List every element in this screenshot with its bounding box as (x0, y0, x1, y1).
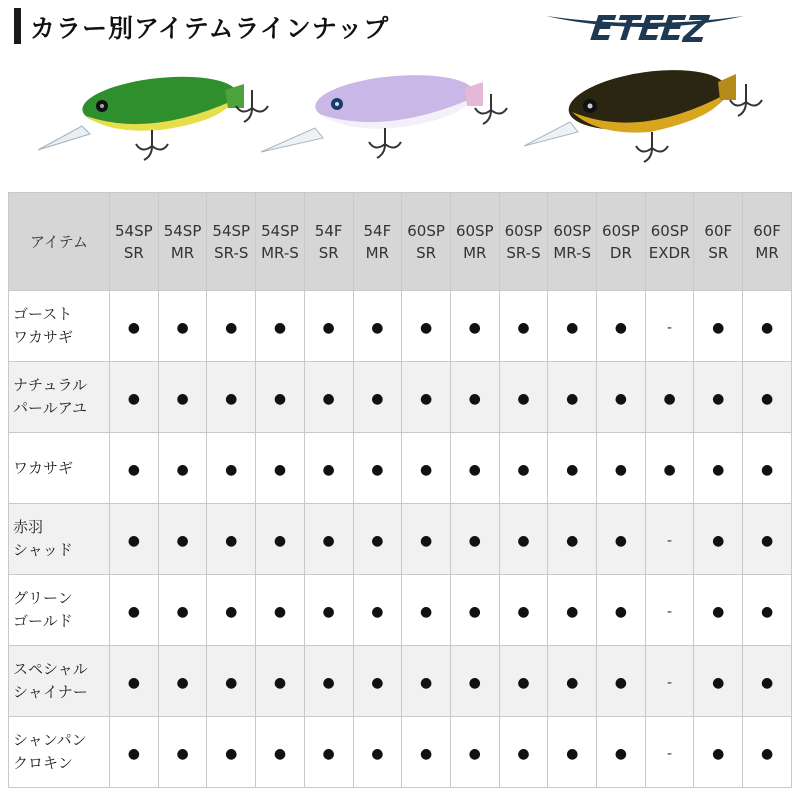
availability-cell (499, 504, 548, 575)
column-header-line: 54SP (115, 221, 153, 240)
available-mark: ● (419, 532, 433, 549)
availability-cell (353, 717, 402, 788)
available-mark: ● (712, 390, 725, 407)
availability-cell (256, 433, 305, 504)
available-mark: ● (273, 532, 287, 549)
availability-cell (402, 717, 451, 788)
available-mark: ● (176, 674, 189, 691)
availability-cell (499, 717, 548, 788)
availability-cell (548, 575, 597, 646)
availability-cell (645, 433, 694, 504)
availability-cell (256, 646, 305, 717)
availability-cell (548, 717, 597, 788)
available-mark: ● (273, 603, 287, 620)
availability-cell (110, 504, 159, 575)
available-mark: ● (273, 390, 287, 407)
availability-cell (450, 291, 499, 362)
availability-cell (597, 575, 646, 646)
available-mark: ● (322, 603, 335, 620)
column-header-line: 60F (704, 221, 733, 240)
column-header-line: SR-S (506, 243, 541, 262)
title-accent-bar (14, 8, 21, 44)
availability-cell (548, 646, 597, 717)
column-header (256, 193, 305, 291)
available-mark: ● (517, 745, 530, 762)
availability-cell (158, 646, 207, 717)
available-mark: ● (371, 532, 384, 549)
available-mark: ● (468, 745, 481, 762)
unavailable-mark: - (667, 603, 673, 620)
available-mark: ● (127, 603, 140, 620)
availability-cell (207, 504, 256, 575)
color-name-line: 赤羽 (13, 518, 44, 536)
available-mark: ● (176, 390, 189, 407)
available-mark: ● (517, 674, 530, 691)
available-mark: ● (663, 390, 676, 407)
availability-cell (450, 646, 499, 717)
available-mark: ● (225, 532, 238, 549)
available-mark: ● (127, 390, 140, 407)
availability-cell (645, 717, 694, 788)
available-mark: ● (322, 674, 335, 691)
column-header-line: MR (365, 243, 390, 262)
available-mark: ● (614, 674, 627, 691)
available-mark: ● (760, 745, 774, 762)
availability-cell (304, 291, 353, 362)
column-header (499, 193, 548, 291)
available-mark: ● (322, 461, 335, 478)
availability-cell (548, 504, 597, 575)
available-mark: ● (127, 745, 140, 762)
column-header-line: SR (318, 243, 339, 262)
available-mark: ● (614, 745, 627, 762)
availability-cell (402, 291, 451, 362)
availability-cell (645, 646, 694, 717)
availability-cell (207, 717, 256, 788)
available-mark: ● (371, 319, 384, 336)
availability-cell (743, 504, 792, 575)
column-header-line: 60SP (650, 221, 689, 240)
availability-cell (597, 504, 646, 575)
availability-cell (499, 433, 548, 504)
available-mark: ● (468, 319, 481, 336)
color-name-cell (9, 504, 110, 575)
available-mark: ● (614, 461, 627, 478)
unavailable-mark: - (667, 532, 673, 549)
availability-cell (207, 433, 256, 504)
available-mark: ● (614, 390, 627, 407)
table-row (9, 291, 792, 362)
available-mark: ● (371, 603, 384, 620)
availability-cell (450, 504, 499, 575)
available-mark: ● (176, 461, 189, 478)
availability-cell (402, 646, 451, 717)
color-name-line: シャイナー (13, 683, 88, 701)
availability-cell (450, 575, 499, 646)
color-name-line: シャッド (13, 541, 73, 559)
availability-cell (743, 575, 792, 646)
column-header (353, 193, 402, 291)
available-mark: ● (225, 390, 238, 407)
column-header-line: SR-S (214, 243, 249, 262)
color-name-line: ゴースト (13, 305, 73, 323)
color-name-cell (9, 433, 110, 504)
availability-cell (304, 717, 353, 788)
table-row (9, 646, 792, 717)
column-header-line: 60F (753, 221, 781, 240)
availability-cell (743, 646, 792, 717)
unavailable-mark: - (667, 745, 673, 762)
color-name-line: パールアユ (13, 399, 87, 417)
color-name-line: ナチュラル (13, 376, 88, 394)
table-body (9, 291, 792, 788)
column-header (548, 193, 597, 291)
column-header-line: DR (609, 243, 632, 262)
color-name-line: ワカサギ (13, 328, 74, 346)
availability-cell (402, 504, 451, 575)
availability-cell (158, 362, 207, 433)
available-mark: ● (517, 532, 530, 549)
column-header-line: EXDR (648, 243, 691, 262)
availability-cell (207, 362, 256, 433)
availability-cell (304, 433, 353, 504)
column-header (743, 193, 792, 291)
available-mark: ● (225, 461, 238, 478)
availability-cell (158, 291, 207, 362)
color-name-cell (9, 717, 110, 788)
color-name-cell (9, 575, 110, 646)
available-mark: ● (760, 461, 774, 478)
availability-cell (110, 646, 159, 717)
available-mark: ● (176, 745, 189, 762)
availability-cell (402, 433, 451, 504)
availability-cell (499, 291, 548, 362)
availability-cell (597, 717, 646, 788)
color-name-line: クロキン (13, 754, 73, 772)
available-mark: ● (419, 603, 433, 620)
availability-cell (110, 433, 159, 504)
availability-cell (645, 504, 694, 575)
availability-cell (256, 291, 305, 362)
lure-gold-image (520, 60, 780, 185)
table-row (9, 717, 792, 788)
column-header-line: SR (123, 243, 144, 262)
availability-cell (548, 433, 597, 504)
available-mark: ● (225, 319, 238, 336)
availability-cell (548, 362, 597, 433)
column-header-line: SR (708, 243, 729, 262)
available-mark: ● (273, 461, 287, 478)
availability-cell (402, 575, 451, 646)
availability-cell (694, 362, 743, 433)
availability-cell (645, 575, 694, 646)
column-header-line: MR-S (261, 243, 299, 262)
available-mark: ● (419, 461, 433, 478)
availability-cell (353, 575, 402, 646)
color-name-line: グリーン (13, 589, 73, 607)
availability-cell (402, 362, 451, 433)
available-mark: ● (517, 461, 530, 478)
available-mark: ● (614, 532, 627, 549)
column-header (450, 193, 499, 291)
available-mark: ● (614, 319, 627, 336)
column-header (645, 193, 694, 291)
availability-cell (597, 433, 646, 504)
available-mark: ● (127, 319, 140, 336)
availability-cell (694, 291, 743, 362)
availability-cell (304, 362, 353, 433)
column-header (597, 193, 646, 291)
available-mark: ● (566, 603, 579, 620)
column-header-line: MR (755, 243, 779, 262)
item-column-header: アイテム (9, 193, 110, 291)
available-mark: ● (760, 319, 774, 336)
available-mark: ● (663, 461, 676, 478)
available-mark: ● (468, 532, 481, 549)
availability-cell (694, 433, 743, 504)
color-name-cell (9, 291, 110, 362)
available-mark: ● (614, 603, 627, 620)
color-name-cell (9, 646, 110, 717)
available-mark: ● (566, 461, 579, 478)
availability-cell (304, 504, 353, 575)
available-mark: ● (760, 674, 774, 691)
available-mark: ● (127, 532, 140, 549)
column-header-line: 60SP (602, 221, 640, 240)
column-header (694, 193, 743, 291)
availability-cell (450, 717, 499, 788)
available-mark: ● (566, 674, 579, 691)
available-mark: ● (371, 461, 384, 478)
availability-cell (597, 646, 646, 717)
available-mark: ● (712, 674, 725, 691)
available-mark: ● (371, 390, 384, 407)
available-mark: ● (176, 532, 189, 549)
available-mark: ● (712, 319, 725, 336)
unavailable-mark: - (667, 674, 673, 691)
column-header (158, 193, 207, 291)
available-mark: ● (273, 319, 287, 336)
color-name-line: ゴールド (13, 612, 73, 630)
availability-cell (207, 575, 256, 646)
available-mark: ● (712, 461, 725, 478)
color-lineup-table (8, 192, 792, 788)
available-mark: ● (273, 745, 287, 762)
column-header-line: MR (170, 243, 195, 262)
lure-photos (0, 60, 800, 185)
availability-cell (450, 362, 499, 433)
column-header-line: 60SP (407, 221, 445, 240)
column-header-line: 54SP (212, 221, 251, 240)
available-mark: ● (566, 532, 579, 549)
available-mark: ● (371, 674, 384, 691)
availability-cell (694, 646, 743, 717)
table-row (9, 433, 792, 504)
column-header (110, 193, 159, 291)
table-row (9, 504, 792, 575)
available-mark: ● (566, 745, 579, 762)
availability-cell (353, 433, 402, 504)
available-mark: ● (566, 390, 579, 407)
color-name-line: ワカサギ (13, 458, 74, 477)
page-header (0, 0, 800, 60)
column-header (207, 193, 256, 291)
available-mark: ● (468, 603, 481, 620)
available-mark: ● (760, 603, 774, 620)
available-mark: ● (419, 745, 433, 762)
availability-cell (645, 362, 694, 433)
available-mark: ● (225, 674, 238, 691)
available-mark: ● (468, 390, 481, 407)
column-header-line: 60SP (553, 221, 591, 240)
availability-cell (353, 362, 402, 433)
availability-cell (694, 504, 743, 575)
column-header-line: 60SP (504, 221, 543, 240)
availability-cell (353, 646, 402, 717)
column-header (402, 193, 451, 291)
availability-cell (450, 433, 499, 504)
available-mark: ● (371, 745, 384, 762)
table-row (9, 362, 792, 433)
availability-cell (256, 717, 305, 788)
color-name-line: スペシャル (13, 660, 88, 678)
availability-cell (499, 646, 548, 717)
availability-cell (645, 291, 694, 362)
page-title: カラー別アイテムラインナップ (30, 14, 390, 43)
column-header-line: MR-S (553, 243, 592, 262)
availability-cell (256, 362, 305, 433)
availability-cell (694, 575, 743, 646)
available-mark: ● (419, 674, 433, 691)
availability-cell (304, 646, 353, 717)
available-mark: ● (419, 319, 433, 336)
availability-cell (110, 717, 159, 788)
available-mark: ● (127, 674, 140, 691)
available-mark: ● (322, 390, 335, 407)
column-header-line: MR (463, 243, 487, 262)
available-mark: ● (760, 532, 774, 549)
available-mark: ● (176, 319, 189, 336)
availability-cell (207, 646, 256, 717)
available-mark: ● (468, 461, 481, 478)
availability-cell (597, 362, 646, 433)
available-mark: ● (712, 603, 725, 620)
lure-green-image (20, 60, 280, 185)
available-mark: ● (225, 603, 238, 620)
availability-cell (256, 504, 305, 575)
availability-cell (207, 291, 256, 362)
available-mark: ● (468, 674, 481, 691)
column-header-line: SR (416, 243, 437, 262)
availability-cell (743, 717, 792, 788)
color-name-cell (9, 362, 110, 433)
available-mark: ● (517, 603, 530, 620)
column-header-line: 54F (363, 221, 392, 240)
availability-cell (694, 717, 743, 788)
available-mark: ● (322, 319, 335, 336)
availability-cell (743, 291, 792, 362)
availability-cell (256, 575, 305, 646)
availability-cell (304, 575, 353, 646)
availability-cell (548, 291, 597, 362)
availability-cell (499, 575, 548, 646)
available-mark: ● (517, 390, 530, 407)
availability-cell (743, 362, 792, 433)
availability-cell (110, 575, 159, 646)
availability-cell (158, 504, 207, 575)
available-mark: ● (566, 319, 579, 336)
available-mark: ● (176, 603, 189, 620)
available-mark: ● (322, 532, 335, 549)
availability-cell (158, 575, 207, 646)
available-mark: ● (419, 390, 433, 407)
available-mark: ● (760, 390, 774, 407)
table-row (9, 575, 792, 646)
availability-cell (110, 362, 159, 433)
available-mark: ● (225, 745, 238, 762)
available-mark: ● (322, 745, 335, 762)
available-mark: ● (127, 461, 140, 478)
availability-cell (353, 291, 402, 362)
availability-cell (597, 291, 646, 362)
availability-cell (158, 717, 207, 788)
availability-cell (158, 433, 207, 504)
column-header-line: 54F (314, 221, 343, 240)
column-header (304, 193, 353, 291)
available-mark: ● (273, 674, 287, 691)
available-mark: ● (712, 745, 725, 762)
unavailable-mark: - (667, 319, 673, 336)
column-header-line: 54SP (261, 221, 299, 240)
color-name-line: シャンパン (13, 731, 87, 749)
brand-logo (540, 8, 750, 44)
available-mark: ● (517, 319, 530, 336)
lure-pearl-image (255, 60, 515, 185)
availability-cell (743, 433, 792, 504)
availability-cell (353, 504, 402, 575)
availability-cell (499, 362, 548, 433)
column-header-line: 60SP (455, 221, 494, 240)
table-header-row (9, 193, 792, 291)
column-header-line: 54SP (163, 221, 202, 240)
availability-cell (110, 291, 159, 362)
available-mark: ● (712, 532, 725, 549)
